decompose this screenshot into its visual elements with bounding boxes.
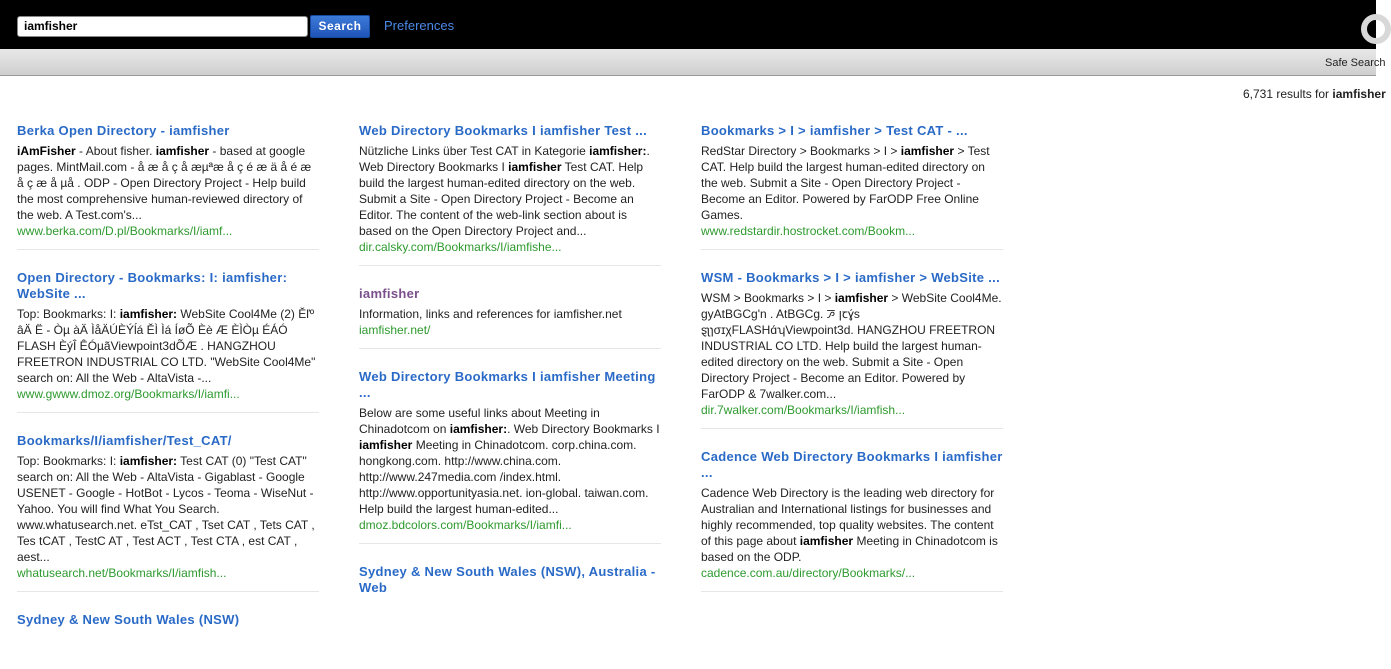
preferences-link[interactable]: Preferences [384, 18, 455, 33]
result-title-link[interactable]: Sydney & New South Wales (NSW) [17, 612, 240, 627]
result-title-link[interactable]: iamfisher [359, 286, 420, 301]
results-column-2 [359, 123, 661, 630]
search-result [701, 270, 1003, 429]
result-url-link[interactable]: dmoz.bdcolors.com/Bookmarks/I/iamfi... [359, 518, 572, 532]
options-bar [0, 49, 1386, 76]
result-url-link[interactable]: www.berka.com/D.pl/Bookmarks/I/iamf... [17, 224, 233, 238]
result-title-link[interactable]: Web Directory Bookmarks I iamfisher Test ... [359, 123, 647, 138]
result-title-link[interactable]: Bookmarks > I > iamfisher > Test CAT - ... [701, 123, 968, 138]
search-result [359, 369, 661, 544]
result-snippet: Below are some useful links about Meeting in Chinadotcom on iamfisher:. Web Directory Bookmarks I iamfisher Meeting in Chinadotcom. corp.china.com. hongkong.com. http://www.china.com. http://www.247media.com /index.html. http://www.opportunityasia.net. ion-global. taiwan.com. Help build the largest human-edited... [359, 406, 660, 516]
search-result [701, 449, 1003, 592]
result-snippet: Cadence Web Directory is the leading web directory for Australian and International listings for businesses and highly recommended, top quality websites. The content of this page about iamfisher Meeting in Chinadotcom is based on the ODP. [701, 486, 998, 564]
result-snippet: Top: Bookmarks: I: iamfisher: WebSite Cool4Me (2) Ěľº âÄ Ë - Òµ àÄ ÌåÄÚÈÝĺá ĚÌ Ìá ÍøÕ Èè Æ ÈÌÒµ ÉÁÓ FLASH ÈýÎ ÊÓµãViewpoint3dÕÆ . HANGZHOU FREETRON INDUSTRIAL CO LTD. "WebSite Cool4Me" search on: All the Web - AltaVista -... [17, 307, 316, 385]
result-url-link[interactable]: cadence.com.au/directory/Bookmarks/... [701, 566, 916, 580]
result-url-link[interactable]: iamfisher.net/ [359, 323, 431, 337]
result-snippet: iAmFisher - About fisher. iamfisher - based at google pages. MintMail.com - å æ å ç å æµªæ å ç é æ ä å é æ å ç æ å µå . ODP - Open Directory Project - Help build the most comprehensive human-reviewed directory of the web. A Test.com's... [17, 144, 312, 222]
result-title-link[interactable]: WSM - Bookmarks > I > iamfisher > WebSite ... [701, 270, 1000, 285]
result-url-link[interactable]: whatusearch.net/Bookmarks/I/iamfish... [17, 566, 227, 580]
result-url-link[interactable]: www.gwww.dmoz.org/Bookmarks/I/iamfi... [17, 387, 240, 401]
result-title-link[interactable]: Sydney & New South Wales (NSW), Australia - Web [359, 564, 656, 595]
search-result [359, 123, 661, 266]
result-snippet: WSM > Bookmarks > I > iamfisher > WebSite Cool4Me. gyAtBGCg'n . AtBGCg. ꯍ ꞁꞇɣ́s ȿʅɿσɪχFLASHɑ́ʮViewpoint3d. HANGZHOU FREETRON INDUSTRIAL CO LTD. Help build the largest human-edited directory on the web. Submit a Site - Open Directory Project - Become an Editor. Powered by FarODP & 7walker.com... [701, 291, 1002, 401]
search-result [17, 433, 319, 592]
search-result [17, 612, 319, 642]
results-count [1243, 87, 1386, 101]
safe-search-toggle[interactable]: Safe Search [1325, 57, 1386, 69]
search-button[interactable]: Search [310, 15, 370, 38]
result-url-link[interactable]: dir.7walker.com/Bookmarks/I/iamfish... [701, 403, 906, 417]
search-result [701, 123, 1003, 250]
search-result [359, 564, 661, 610]
result-snippet: Nützliche Links über Test CAT in Kategorie iamfisher:. Web Directory Bookmarks I iamfisher Test CAT. Help build the largest human-edited directory on the web. Submit a Site - Open Directory Project - Become an Editor. The content of the web-link section about is based on the Open Directory Project and... [359, 144, 650, 238]
result-title-link[interactable]: Bookmarks/I/iamfisher/Test_CAT/ [17, 433, 232, 448]
result-url-link[interactable]: dir.calsky.com/Bookmarks/I/iamfishe... [359, 240, 562, 254]
result-title-link[interactable]: Cadence Web Directory Bookmarks I iamfisher ... [701, 449, 1003, 480]
result-title-link[interactable]: Berka Open Directory - iamfisher [17, 123, 230, 138]
top-bar [0, 0, 1376, 49]
search-input[interactable]: iamfisher [17, 16, 308, 37]
result-snippet: Top: Bookmarks: I: iamfisher: Test CAT (0) "Test CAT" search on: All the Web - AltaVista - Gigablast - Google USENET - Google - HotBot - Lycos - Teoma - WiseNut - Yahoo. You will find What You Search. www.whatusearch.net. eTst_CAT , Tset CAT , Tets CAT , Tes tCAT , TestC AT , Test ACT , Test CTA , est CAT , aest... [17, 454, 315, 564]
search-result [17, 270, 319, 413]
results-column-3 [701, 123, 1003, 612]
logo-icon [1361, 14, 1391, 44]
results-column-1 [17, 123, 319, 662]
results-query: iamfisher [1332, 87, 1386, 101]
result-snippet: Information, links and references for iamfisher.net [359, 307, 622, 321]
result-url-link[interactable]: www.redstardir.hostrocket.com/Bookm... [701, 224, 916, 238]
search-result [359, 286, 661, 349]
result-title-link[interactable]: Open Directory - Bookmarks: I: iamfisher: WebSite ... [17, 270, 288, 301]
result-snippet: RedStar Directory > Bookmarks > I > iamfisher > Test CAT. Help build the largest human-edited directory on the web. Submit a Site - Open Directory Project - Become an Editor. Powered by FarODP Free Online Games. [701, 144, 990, 222]
search-result [17, 123, 319, 250]
result-title-link[interactable]: Web Directory Bookmarks I iamfisher Meeting ... [359, 369, 656, 400]
results-count-text: 6,731 results for [1243, 87, 1330, 101]
